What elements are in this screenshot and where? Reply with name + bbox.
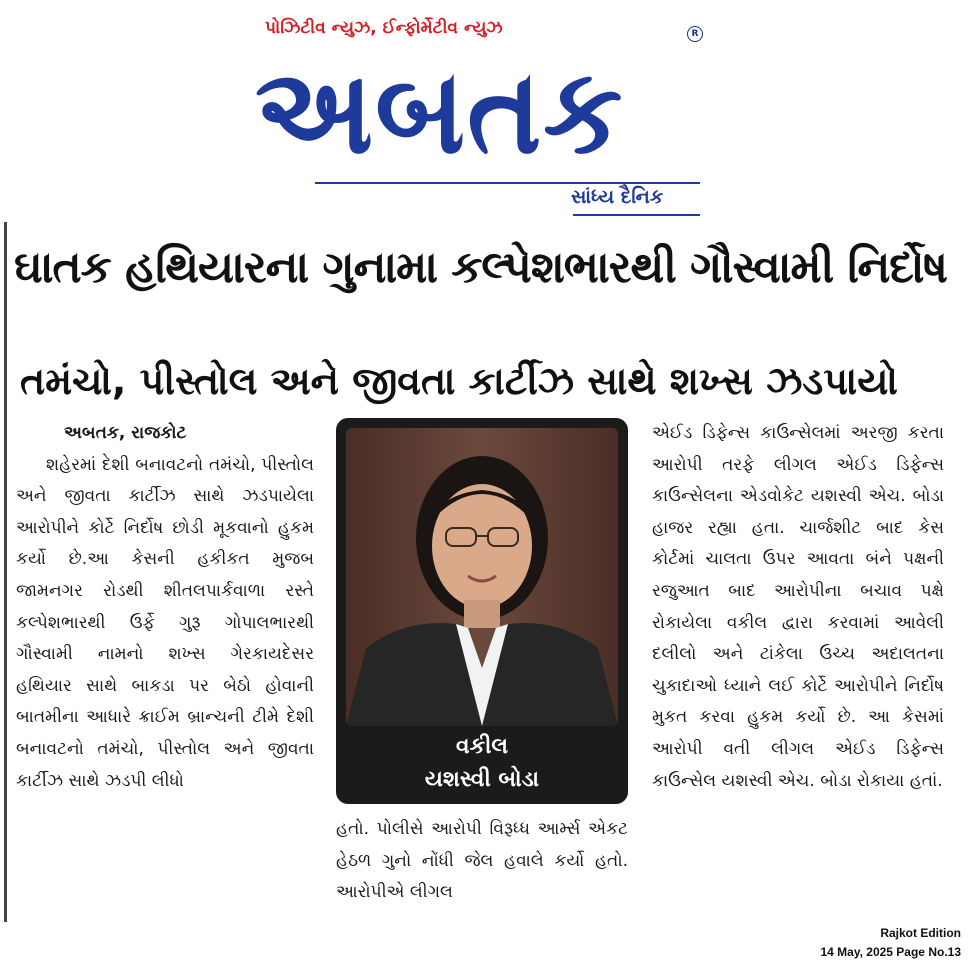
article-column-2	[336, 814, 628, 909]
logo-divider	[315, 182, 700, 184]
masthead-tagline: પોઝિટીવ ન્યુઝ, ઈન્ફોર્મેટીવ ન્યુઝ	[265, 18, 503, 38]
masthead-subtitle: સાંધ્ય દૈનિક	[571, 186, 664, 208]
portrait-illustration	[346, 428, 618, 726]
article-left-rule	[4, 222, 7, 922]
article-dateline: અબતક, રાજકોટ	[64, 423, 187, 443]
subtitle-underline	[573, 214, 700, 216]
article-headline: ઘાતક હથિયારના ગુનામા કલ્પેશભારથી ગૌસ્વામી નિર્દોષ	[14, 242, 947, 293]
article-column-1-text: શહેરમાં દેશી બનાવટનો તમંચો, પીસ્તોલ અને જીવતા કાર્ટીઝ સાથે ઝડપાયેલા આરોપીને કોર્ટે નિર્દોષ છોડી મૂકવાનો હુકમ કર્યો છે.આ કેસની હકીકત મુજબ જામનગર રોડથી શીતલપાર્કવાળા રસ્તે કલ્પેશભારથી ઉર્ફે ગુરૂ ગોપાલભારથી ગૌસ્વામી નામનો શખ્સ ગેરકાયદેસર હથિયાર સાથે બાકડા પર બેઠો હોવાની બાતમીના આધારે ક્રાઈમ બ્રાન્ચની ટીમે દેશી બનાવટનો તમંચો, પીસ્તોલ અને જીવતા કાર્ટીઝ સાથે ઝડપી લીધો	[16, 454, 314, 791]
article-column-3	[652, 418, 944, 797]
edition-date-page: 14 May, 2025 Page No.13	[820, 945, 961, 959]
lawyer-portrait	[346, 428, 618, 726]
newspaper-logo: અબતક	[255, 42, 625, 180]
article-column-1	[16, 418, 314, 797]
edition-info	[820, 924, 961, 962]
article-subheadline: તમંચો, પીસ્તોલ અને જીવતા કાર્ટીઝ સાથે શખ્સ ઝડપાયો	[20, 359, 898, 403]
article-column-3-text: એઈડ ડિફેન્સ કાઉન્સેલમાં અરજી કરતા આરોપી તરફે લીગલ એઈડ ડિફેન્સ કાઉન્સેલના એડવોકેટ યશસ્વી એચ. બોડા હાજર રહ્યા હતા. ચાર્જશીટ બાદ કેસ કોર્ટમાં ચાલતા ઉપર આવતા બંને પક્ષની રજુઆત બાદ આરોપીના બચાવ પક્ષે રોકાયેલા વકીલ દ્વારા કરવામાં આવેલી દલીલો અને ટાંકેલા ઉચ્ચ અદાલતના ચુકાદાઓ ધ્યાને લઈ કોર્ટે આરોપીને નિર્દોષ મુકત કરવા હુકમ કર્યો છે. આ કેસમાં આરોપી વતી લીગલ એઈડ ડિફેન્સ કાઉન્સેલ યશસ્વી એચ. બોડા રોકાયા હતાં.	[652, 423, 944, 791]
caption-name: યશસ્વી બોડા	[424, 767, 540, 792]
edition-name: Rajkot Edition	[880, 926, 961, 940]
registered-mark-icon: R	[687, 26, 703, 42]
photo-caption	[336, 730, 628, 796]
article-column-2-text: હતો. પોલીસે આરોપી વિરૂધ્ધ આર્મ્સ એકટ હેઠળ ગુનો નોંધી જેલ હવાલે કર્યો હતો. આરોપીએ લીગલ	[336, 819, 628, 903]
photo-box	[336, 418, 628, 804]
masthead	[255, 14, 715, 208]
caption-title: વકીલ	[455, 734, 509, 759]
